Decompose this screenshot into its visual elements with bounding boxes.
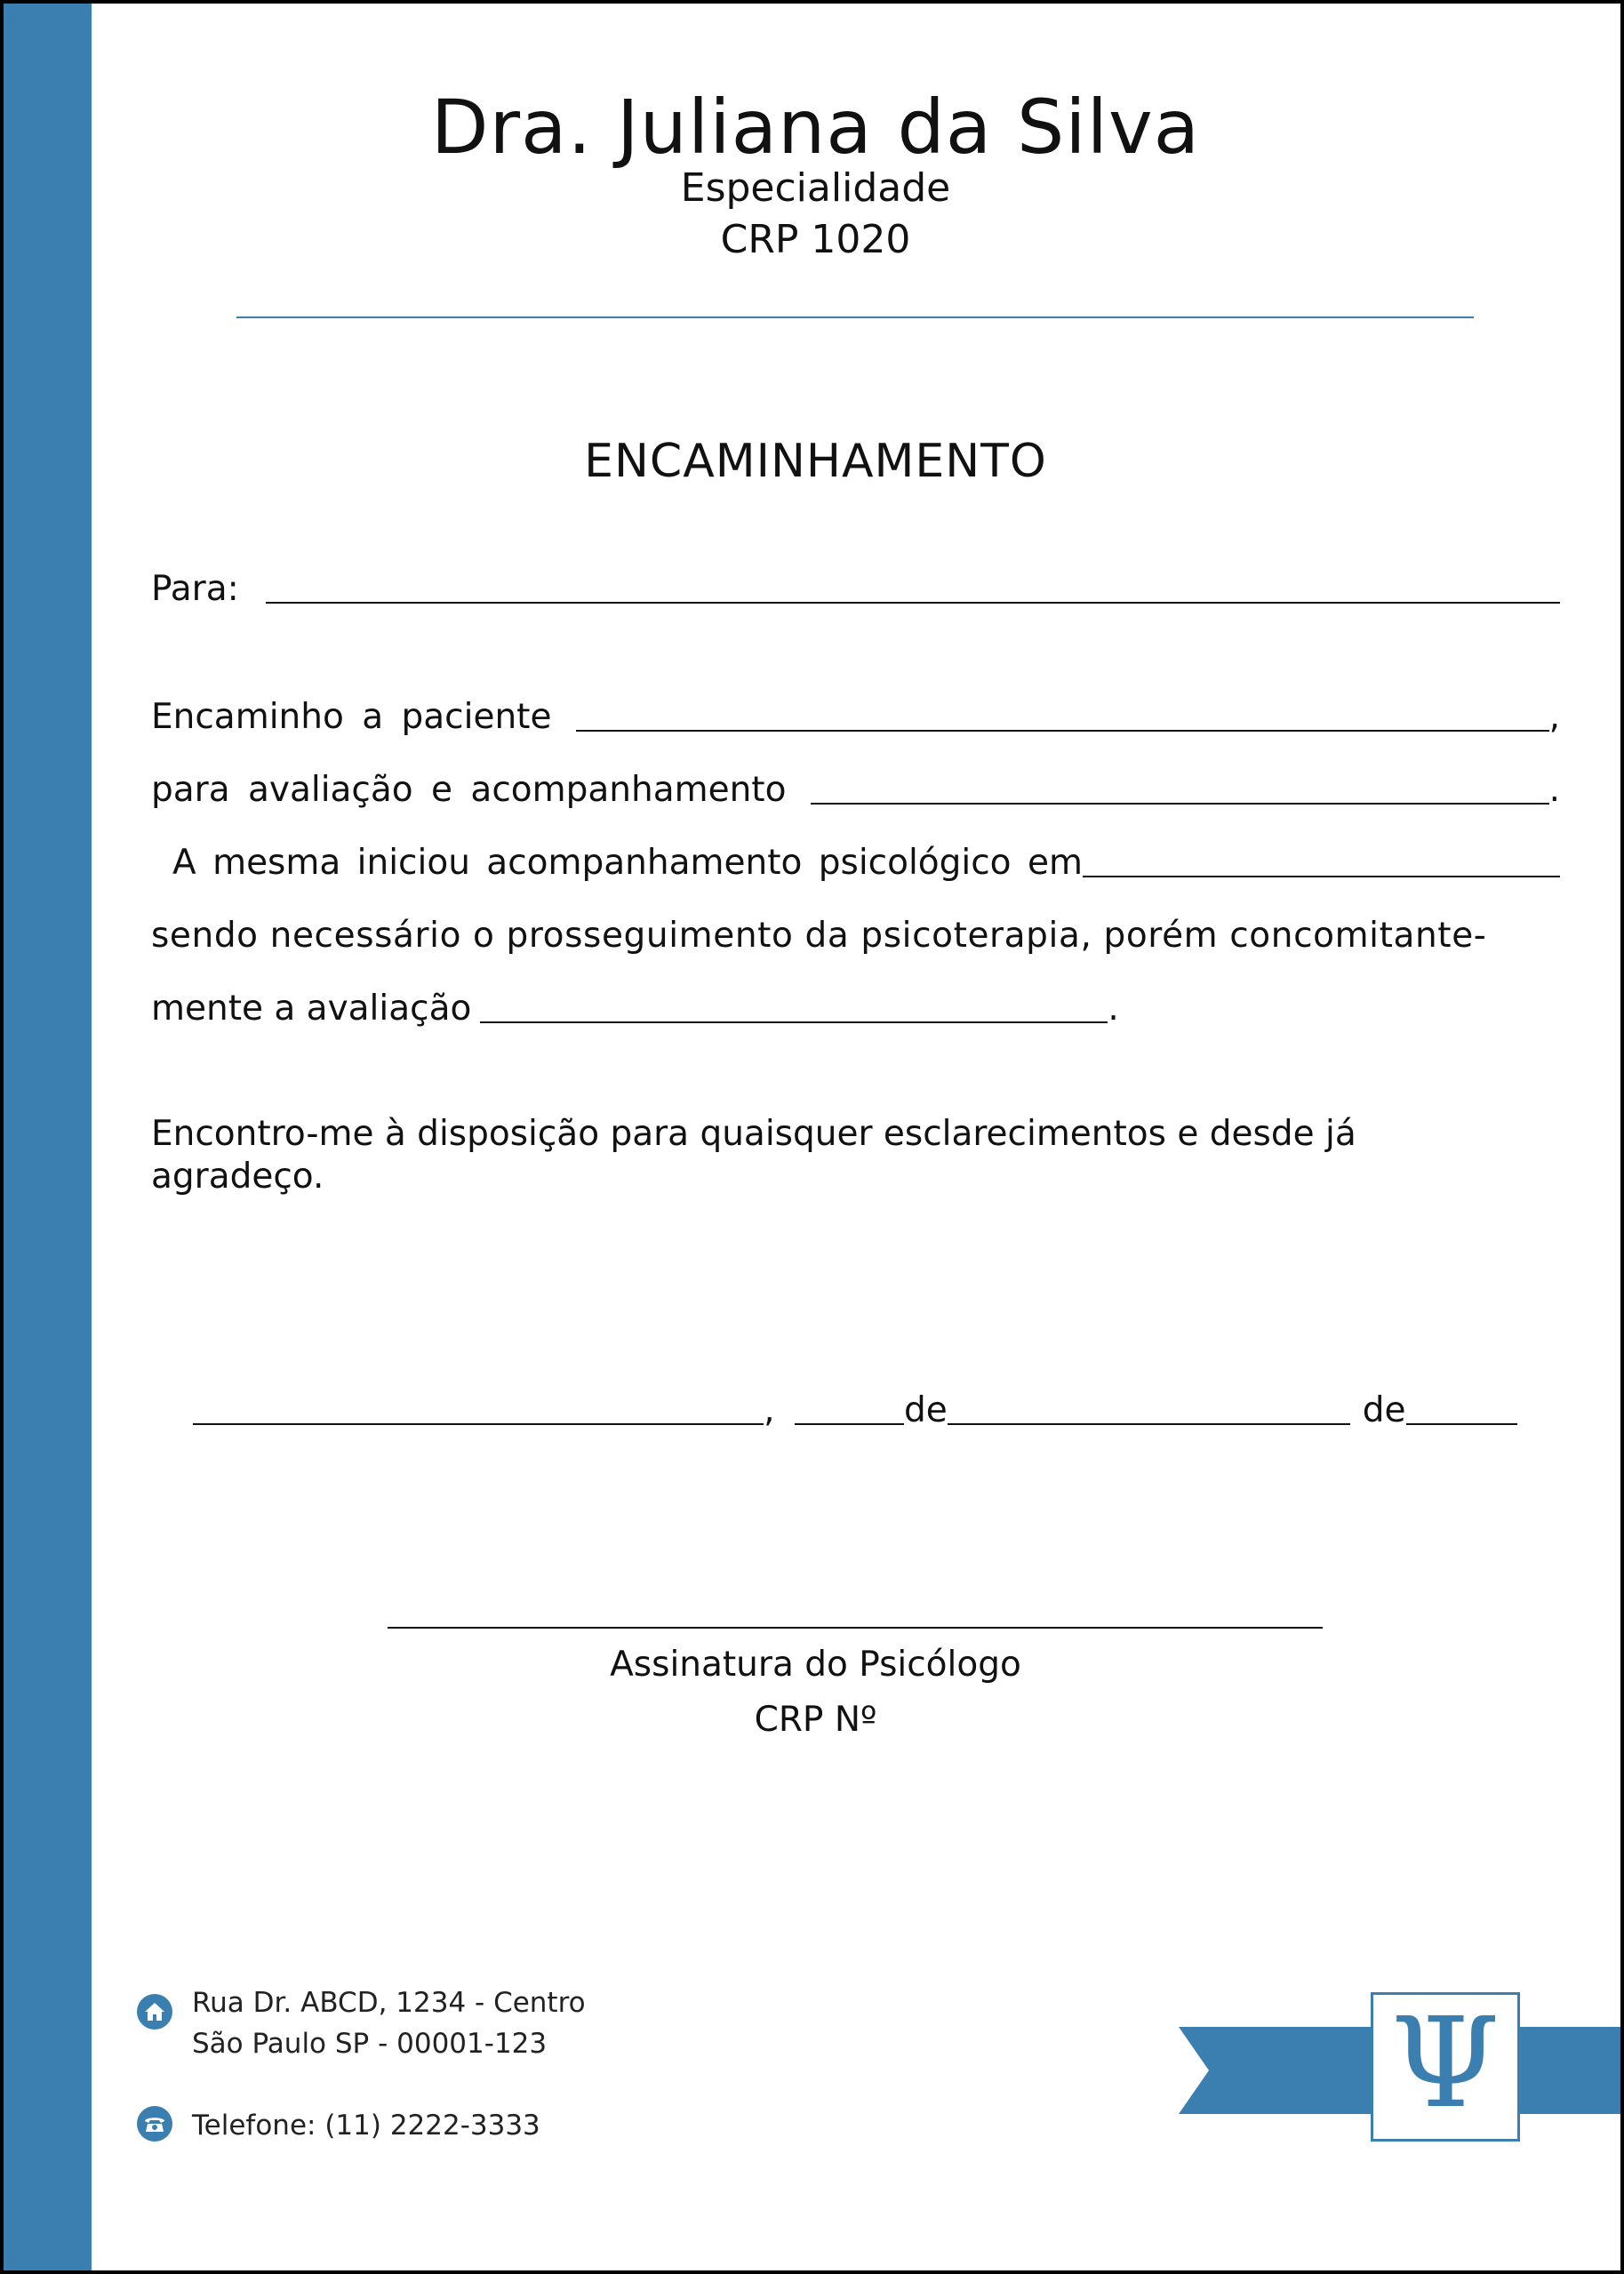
patient-name-blank[interactable] — [576, 730, 1548, 732]
closing-paragraph: Encontro-me à disposição para quaisquer esclarecimentos e desde já agradeço. — [151, 1114, 1356, 1197]
line3-text: A mesma iniciou acompanhamento psicológico em — [172, 843, 1083, 883]
date-row — [193, 1390, 1517, 1430]
signature-label: Assinatura do Psicólogo — [610, 1645, 1021, 1685]
line4-text: sendo necessário o prosseguimento da psicoterapia, porém concomitante- — [151, 916, 1487, 956]
signature-crp: CRP Nº — [754, 1700, 877, 1740]
continuation-row — [151, 916, 1560, 956]
line5-text: mente a avaliação — [151, 989, 472, 1029]
line2-text: para avaliação e acompanhamento — [151, 770, 787, 810]
start-date-row — [151, 843, 1560, 883]
doctor-specialty: Especialidade — [680, 165, 951, 211]
patient-row — [151, 697, 1560, 737]
psi-icon: Ψ — [1390, 1991, 1500, 2136]
date-comma: , — [764, 1390, 775, 1430]
line5-end: . — [1108, 989, 1119, 1029]
address-line-2: São Paulo SP - 00001-123 — [192, 2028, 548, 2060]
start-date-blank[interactable] — [1083, 876, 1560, 877]
year-blank[interactable] — [1406, 1423, 1517, 1425]
document-title: ENCAMINHAMENTO — [584, 435, 1047, 488]
line1-text: Encaminho a paciente — [151, 697, 552, 737]
line1-end: , — [1548, 697, 1560, 737]
para-label: Para: — [151, 569, 239, 609]
concomitant-row — [151, 989, 1129, 1029]
day-blank[interactable] — [795, 1423, 904, 1425]
para-blank[interactable] — [266, 602, 1560, 604]
address-line-1: Rua Dr. ABCD, 1234 - Centro — [192, 1987, 586, 2019]
home-icon — [137, 1994, 172, 2030]
line2-end: . — [1548, 770, 1560, 810]
doctor-crp: CRP 1020 — [720, 217, 911, 262]
evaluation-row — [151, 770, 1560, 810]
phone-icon — [137, 2106, 172, 2142]
psychology-logo — [1371, 1992, 1520, 2142]
evaluation-blank[interactable] — [811, 803, 1548, 805]
date-de-2: de — [1362, 1390, 1406, 1430]
month-blank[interactable] — [948, 1423, 1350, 1425]
concomitant-blank[interactable] — [480, 1021, 1108, 1023]
para-row — [151, 569, 1560, 609]
city-blank[interactable] — [193, 1423, 764, 1425]
signature-line[interactable] — [388, 1627, 1323, 1629]
date-de-1: de — [904, 1390, 948, 1430]
phone-number: Telefone: (11) 2222-3333 — [192, 2110, 540, 2142]
left-accent-bar — [4, 4, 92, 2270]
header-divider — [236, 316, 1474, 318]
doctor-name: Dra. Juliana da Silva — [430, 84, 1201, 171]
